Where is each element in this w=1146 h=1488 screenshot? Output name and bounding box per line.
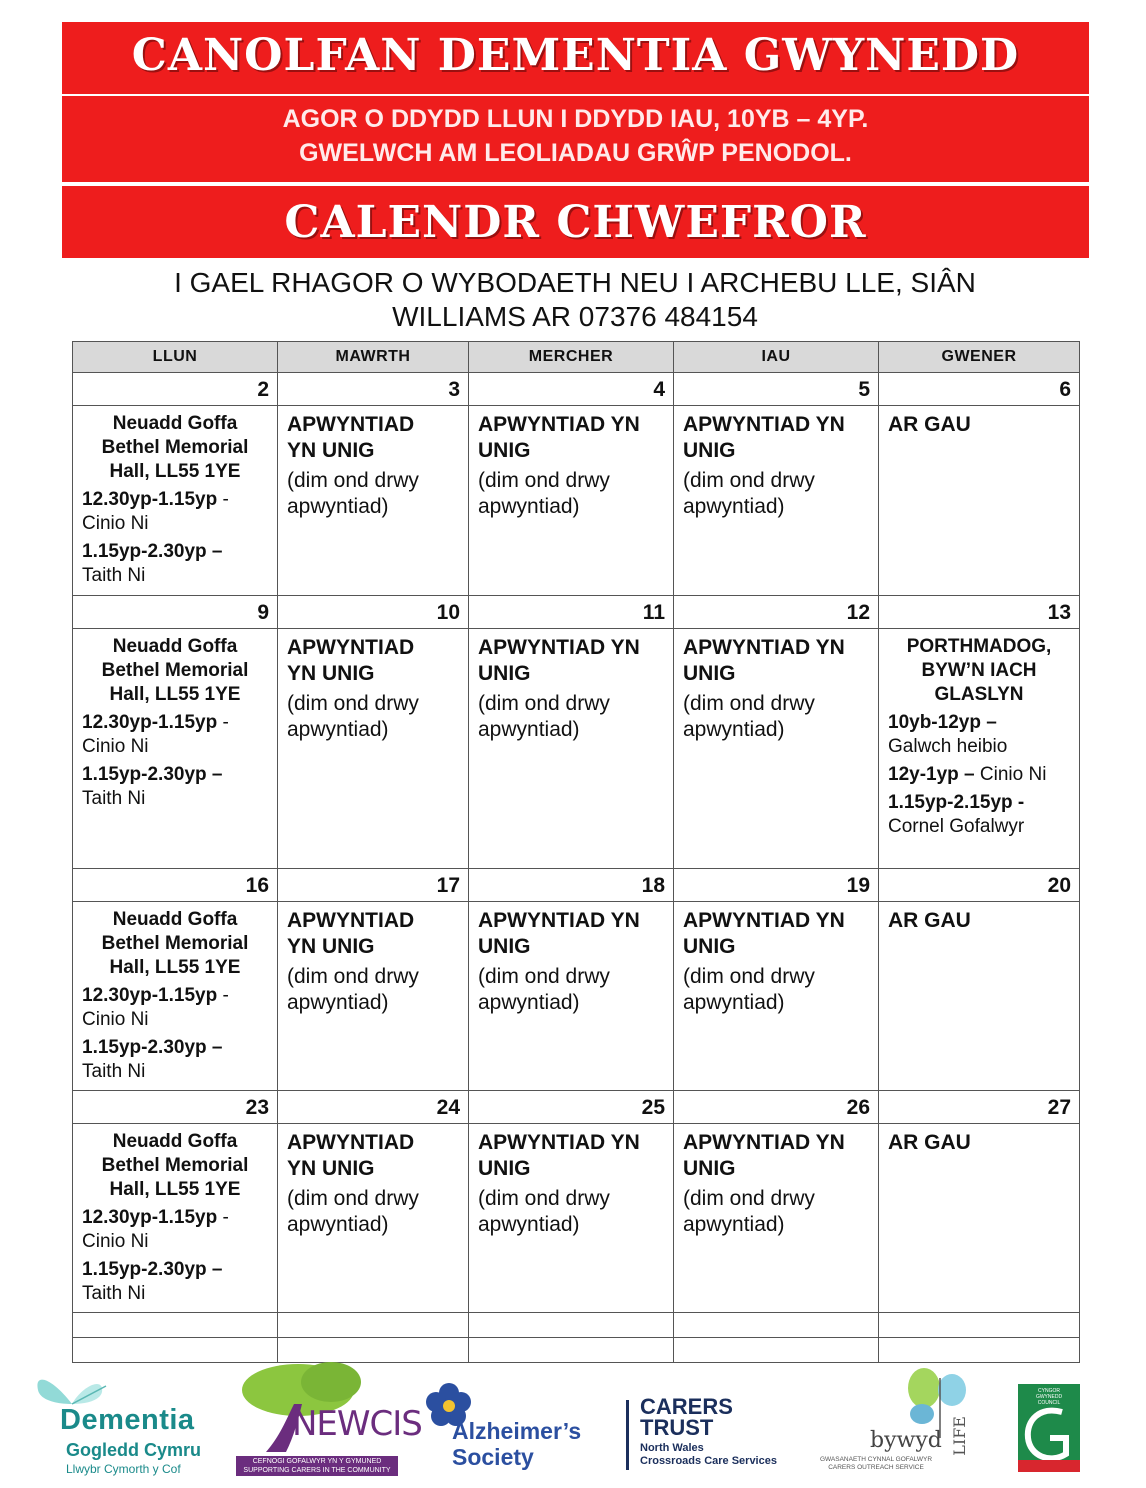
appointment-note-line: apwyntiad) <box>287 718 389 741</box>
date-number: 4 <box>469 373 674 406</box>
day-cell <box>674 629 879 869</box>
date-number: 11 <box>469 596 674 629</box>
activity-name: Taith Ni <box>82 565 146 586</box>
appointment-title <box>683 1130 869 1182</box>
gwynedd-logo-line2: GWYNEDD <box>1035 1394 1063 1400</box>
date-number: 2 <box>73 373 278 406</box>
activity-time: 12.30yp-1.15yp <box>82 985 218 1006</box>
day-cell <box>674 902 879 1091</box>
weekday-header: MERCHER <box>469 342 674 373</box>
activity-name: Cinio Ni <box>974 764 1047 785</box>
day-cell <box>469 406 674 596</box>
venue-line: Bethel Memorial <box>101 933 249 954</box>
venue-note: GWELWCH AM LEOLIADAU GRŴP PENODOL. <box>299 139 852 167</box>
date-number: 16 <box>73 869 278 902</box>
appointment-note <box>683 964 869 1016</box>
dementia-logo-text: Dementia <box>60 1404 195 1436</box>
empty-cell <box>278 1338 469 1363</box>
dementia-logo-subtext: Gogledd Cymru <box>66 1440 202 1460</box>
appointment-title-line: YN UNIG <box>287 1157 375 1180</box>
info-banner <box>62 96 1089 182</box>
activity <box>82 984 268 1032</box>
activity-name: Taith Ni <box>82 1061 146 1082</box>
venue-line: Hall, LL55 1YE <box>109 461 241 482</box>
appointment-note-line: (dim ond drwy <box>478 965 610 988</box>
bywyd-tagline-welsh: GWASANAETH CYNNAL GOFALWYR <box>819 1456 933 1463</box>
venue-line: Hall, LL55 1YE <box>109 957 241 978</box>
date-number: 23 <box>73 1091 278 1124</box>
newcis-tagline-english: SUPPORTING CARERS IN THE COMMUNITY <box>243 1467 391 1474</box>
appointment-note <box>287 1186 459 1238</box>
appointment-note-line: apwyntiad) <box>287 1213 389 1236</box>
page-title: CANOLFAN DEMENTIA GWYNEDD <box>131 30 1020 81</box>
activity <box>82 763 268 811</box>
activity-time: 12.30yp-1.15yp <box>82 489 218 510</box>
appointment-title-line: APWYNTIAD YN <box>478 1131 640 1154</box>
opening-hours: AGOR O DDYDD LLUN I DDYDD IAU, 10YB – 4YP. <box>282 105 869 133</box>
date-number: 12 <box>674 596 879 629</box>
date-number: 18 <box>469 869 674 902</box>
day-cell <box>469 629 674 869</box>
venue-line: GLASLYN <box>934 684 1024 705</box>
activity <box>888 763 1070 787</box>
day-cell <box>674 1124 879 1313</box>
appointment-title <box>683 635 869 687</box>
empty-cell <box>674 1338 879 1363</box>
activity-time: 1.15yp-2.30yp – <box>82 1259 223 1280</box>
activity-time: 1.15yp-2.30yp – <box>82 541 223 562</box>
appointment-note-line: apwyntiad) <box>683 991 785 1014</box>
day-cell <box>278 406 469 596</box>
activity-name: Cinio Ni <box>82 1009 149 1030</box>
alzheimers-logo-subtext: Society <box>452 1444 534 1470</box>
bywyd-logo <box>810 1368 980 1478</box>
appointment-title-line: APWYNTIAD <box>287 909 415 932</box>
date-row <box>73 1091 1080 1124</box>
appointment-note-line: (dim ond drwy <box>683 965 815 988</box>
date-number: 6 <box>879 373 1080 406</box>
appointment-note <box>287 691 459 743</box>
date-row <box>73 869 1080 902</box>
activity-time: 12y-1yp – <box>888 764 975 785</box>
activity <box>82 1206 268 1254</box>
date-number: 27 <box>879 1091 1080 1124</box>
contact-line-1: I GAEL RHAGOR O WYBODAETH NEU I ARCHEBU LLE, SIÂN <box>174 267 976 298</box>
appointment-note <box>683 1186 869 1238</box>
gwynedd-logo-line3: COUNCIL <box>1037 1400 1061 1406</box>
empty-cell <box>879 1338 1080 1363</box>
activity-separator: - <box>217 489 229 510</box>
appointment-note-line: (dim ond drwy <box>683 1187 815 1210</box>
calendar-banner <box>62 186 1089 258</box>
venue-line: Neuadd Goffa <box>112 1131 238 1152</box>
venue-line: Neuadd Goffa <box>112 636 238 657</box>
appointment-title <box>287 635 459 687</box>
empty-cell <box>469 1338 674 1363</box>
activity-name: Taith Ni <box>82 788 146 809</box>
activity-separator: - <box>217 985 229 1006</box>
calendar-table <box>72 341 1080 1363</box>
closed-label: AR GAU <box>888 1131 971 1154</box>
day-cell <box>469 902 674 1091</box>
calendar-title: CALENDR CHWEFROR <box>284 197 867 248</box>
appointment-note-line: apwyntiad) <box>683 718 785 741</box>
appointment-note <box>683 468 869 520</box>
activity-separator: - <box>217 1207 229 1228</box>
activity-separator: - <box>217 712 229 733</box>
venue-line: Neuadd Goffa <box>112 909 238 930</box>
appointment-note <box>287 468 459 520</box>
venue-name <box>82 635 268 707</box>
dementia-logo-tagline: Llwybr Cymorth y Cof <box>66 1462 181 1476</box>
appointment-note-line: apwyntiad) <box>478 495 580 518</box>
activity <box>888 791 1070 839</box>
appointment-note-line: (dim ond drwy <box>683 469 815 492</box>
empty-row <box>73 1338 1080 1363</box>
date-number: 19 <box>674 869 879 902</box>
appointment-title-line: UNIG <box>478 1157 531 1180</box>
activity-name: Cornel Gofalwyr <box>888 816 1025 837</box>
appointment-note-line: (dim ond drwy <box>478 692 610 715</box>
appointment-title-line: UNIG <box>478 935 531 958</box>
activity-time: 1.15yp-2.15yp - <box>888 792 1025 813</box>
weekday-header: IAU <box>674 342 879 373</box>
day-cell <box>73 406 278 596</box>
appointment-note-line: apwyntiad) <box>287 495 389 518</box>
gwynedd-emblem-icon <box>1018 1402 1080 1472</box>
contact-line-2: WILLIAMS AR 07376 484154 <box>392 301 758 332</box>
events-row <box>73 902 1080 1091</box>
appointment-title-line: APWYNTIAD <box>287 1131 415 1154</box>
date-number: 17 <box>278 869 469 902</box>
day-cell <box>879 629 1080 869</box>
title-banner <box>62 22 1089 94</box>
activity-name: Galwch heibio <box>888 736 1008 757</box>
carers-trust-text: CARERS <box>640 1394 733 1419</box>
appointment-title-line: APWYNTIAD YN <box>478 636 640 659</box>
appointment-title <box>287 908 459 960</box>
weekday-header: LLUN <box>73 342 278 373</box>
empty-cell <box>879 1313 1080 1338</box>
appointment-title-line: APWYNTIAD YN <box>478 909 640 932</box>
bywyd-tagline-english: CARERS OUTREACH SERVICE <box>828 1464 924 1471</box>
carers-trust-subtext: TRUST <box>640 1415 714 1440</box>
appointment-title-line: YN UNIG <box>287 662 375 685</box>
appointment-note-line: (dim ond drwy <box>683 692 815 715</box>
empty-cell <box>73 1338 278 1363</box>
appointment-title <box>478 635 664 687</box>
date-number: 5 <box>674 373 879 406</box>
appointment-title-line: YN UNIG <box>287 935 375 958</box>
appointment-note <box>683 691 869 743</box>
appointment-title <box>478 412 664 464</box>
appointment-note-line: (dim ond drwy <box>287 692 419 715</box>
appointment-note-line: (dim ond drwy <box>287 1187 419 1210</box>
date-number: 25 <box>469 1091 674 1124</box>
carers-trust-logo <box>626 1396 796 1476</box>
activity-time: 1.15yp-2.30yp – <box>82 764 223 785</box>
appointment-title <box>287 1130 459 1182</box>
venue-line: Hall, LL55 1YE <box>109 684 241 705</box>
venue-line: Bethel Memorial <box>101 1155 249 1176</box>
appointment-title-line: APWYNTIAD <box>287 413 415 436</box>
appointment-note-line: apwyntiad) <box>478 1213 580 1236</box>
empty-row <box>73 1313 1080 1338</box>
day-cell <box>73 1124 278 1313</box>
day-cell <box>469 1124 674 1313</box>
appointment-title-line: UNIG <box>478 439 531 462</box>
date-number: 20 <box>879 869 1080 902</box>
bywyd-tagline <box>810 1456 942 1472</box>
appointment-title <box>478 1130 664 1182</box>
bywyd-life-text: LIFE <box>950 1416 969 1456</box>
activity <box>888 711 1070 759</box>
activity-name: Cinio Ni <box>82 513 149 534</box>
contact-info <box>100 266 1050 334</box>
weekday-header-row <box>73 342 1080 373</box>
empty-cell <box>73 1313 278 1338</box>
activity <box>82 1036 268 1084</box>
day-cell <box>879 406 1080 596</box>
appointment-title <box>478 908 664 960</box>
venue-line: Hall, LL55 1YE <box>109 1179 241 1200</box>
carers-trust-region: North Wales <box>640 1442 704 1454</box>
newcis-logo-text: NEWCIS <box>292 1404 422 1444</box>
empty-cell <box>278 1313 469 1338</box>
appointment-note-line: (dim ond drwy <box>478 1187 610 1210</box>
gwynedd-logo-line1: CYNGOR <box>1038 1388 1060 1394</box>
appointment-note-line: apwyntiad) <box>683 1213 785 1236</box>
appointment-note-line: apwyntiad) <box>478 718 580 741</box>
appointment-note-line: apwyntiad) <box>683 495 785 518</box>
closed-label: AR GAU <box>888 909 971 932</box>
venue-line: BYW’N IACH <box>921 660 1037 681</box>
date-row <box>73 596 1080 629</box>
appointment-title-line: APWYNTIAD YN <box>683 909 845 932</box>
venue-line: Bethel Memorial <box>101 437 249 458</box>
day-cell <box>73 902 278 1091</box>
carers-trust-bar <box>626 1400 629 1470</box>
day-cell <box>278 902 469 1091</box>
activity-time: 12.30yp-1.15yp <box>82 1207 218 1228</box>
appointment-title-line: APWYNTIAD YN <box>478 413 640 436</box>
activity-time: 1.15yp-2.30yp – <box>82 1037 223 1058</box>
appointment-title <box>287 412 459 464</box>
venue-name <box>888 635 1070 707</box>
appointment-title <box>683 412 869 464</box>
date-number: 10 <box>278 596 469 629</box>
day-cell <box>73 629 278 869</box>
alzheimers-society-logo <box>426 1378 606 1478</box>
empty-cell <box>469 1313 674 1338</box>
date-number: 24 <box>278 1091 469 1124</box>
appointment-note-line: (dim ond drwy <box>287 965 419 988</box>
weekday-header: MAWRTH <box>278 342 469 373</box>
appointment-title-line: APWYNTIAD YN <box>683 1131 845 1154</box>
venue-name <box>82 412 268 484</box>
alzheimers-logo-text: Alzheimer’s <box>452 1418 582 1444</box>
partner-logos <box>30 1360 1090 1480</box>
day-cell <box>674 406 879 596</box>
weekday-header: GWENER <box>879 342 1080 373</box>
appointment-note <box>287 964 459 1016</box>
venue-line: Bethel Memorial <box>101 660 249 681</box>
venue-line: PORTHMADOG, <box>906 636 1052 657</box>
day-cell <box>278 1124 469 1313</box>
activity-time: 12.30yp-1.15yp <box>82 712 218 733</box>
day-cell <box>879 902 1080 1091</box>
activity <box>82 488 268 536</box>
date-row <box>73 373 1080 406</box>
day-cell <box>278 629 469 869</box>
appointment-title-line: UNIG <box>683 439 736 462</box>
empty-cell <box>674 1313 879 1338</box>
appointment-title-line: UNIG <box>683 935 736 958</box>
venue-name <box>82 1130 268 1202</box>
appointment-note-line: (dim ond drwy <box>287 469 419 492</box>
carers-trust-service: Crossroads Care Services <box>640 1455 777 1467</box>
newcis-logo <box>236 1360 422 1480</box>
appointment-title-line: APWYNTIAD <box>287 636 415 659</box>
date-number: 9 <box>73 596 278 629</box>
activity-time: 10yb-12yp – <box>888 712 997 733</box>
activity <box>82 540 268 588</box>
newcis-tagline-welsh: CEFNOGI GOFALWYR YN Y GYMUNED <box>252 1458 382 1465</box>
appointment-title-line: UNIG <box>683 662 736 685</box>
appointment-note <box>478 1186 664 1238</box>
activity <box>82 1258 268 1306</box>
events-row <box>73 1124 1080 1313</box>
events-row <box>73 406 1080 596</box>
date-number: 13 <box>879 596 1080 629</box>
activity-name: Cinio Ni <box>82 1231 149 1252</box>
events-row <box>73 629 1080 869</box>
date-number: 26 <box>674 1091 879 1124</box>
date-number: 3 <box>278 373 469 406</box>
appointment-title-line: APWYNTIAD YN <box>683 636 845 659</box>
activity-name: Cinio Ni <box>82 736 149 757</box>
activity-name: Taith Ni <box>82 1283 146 1304</box>
appointment-note <box>478 468 664 520</box>
appointment-note <box>478 691 664 743</box>
appointment-title-line: APWYNTIAD YN <box>683 413 845 436</box>
appointment-title-line: UNIG <box>683 1157 736 1180</box>
venue-name <box>82 908 268 980</box>
day-cell <box>879 1124 1080 1313</box>
newcis-tagline <box>236 1456 398 1476</box>
appointment-note-line: apwyntiad) <box>287 991 389 1014</box>
appointment-note-line: apwyntiad) <box>478 991 580 1014</box>
appointment-note <box>478 964 664 1016</box>
dementia-north-wales-logo <box>32 1368 222 1478</box>
bywyd-logo-text: bywyd <box>870 1428 942 1453</box>
gwynedd-council-logo <box>1018 1384 1080 1472</box>
appointment-title-line: UNIG <box>478 662 531 685</box>
appointment-title-line: YN UNIG <box>287 439 375 462</box>
activity <box>82 711 268 759</box>
closed-label: AR GAU <box>888 413 971 436</box>
appointment-title <box>683 908 869 960</box>
venue-line: Neuadd Goffa <box>112 413 238 434</box>
appointment-note-line: (dim ond drwy <box>478 469 610 492</box>
